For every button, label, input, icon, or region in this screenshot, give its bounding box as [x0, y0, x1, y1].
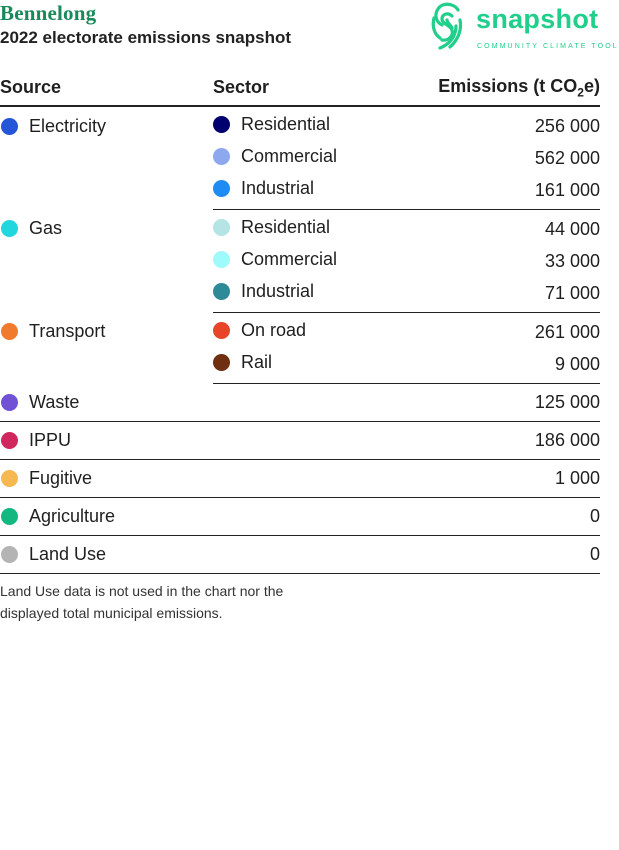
sector-cell [213, 174, 433, 210]
snapshot-logo [430, 0, 619, 54]
sector-electricity-residential-color-dot [213, 116, 230, 133]
sector-transport-rail-label: Rail [241, 352, 273, 372]
column-header-sector: Sector [213, 70, 433, 106]
source-fugitive-color-dot [1, 470, 18, 487]
emissions-value: 33 000 [544, 250, 600, 271]
sector-electricity-commercial-color-dot [213, 148, 230, 165]
table-header-row [0, 70, 600, 106]
emissions-value: 44 000 [544, 218, 600, 239]
sector-electricity-residential-label: Residential [241, 114, 331, 134]
emissions-value: 562 000 [534, 147, 600, 168]
sector-cell-empty [213, 460, 433, 498]
footnote: Land Use data is not used in the chart nor the displayed total municipal emissions. [0, 583, 284, 621]
emissions-value: 186 000 [433, 422, 600, 460]
sector-electricity-commercial-label: Commercial [241, 146, 338, 166]
emissions-value: 125 000 [433, 384, 600, 422]
table-body [0, 106, 600, 574]
source-fugitive-label: Fugitive [29, 468, 93, 488]
sector-cell [213, 106, 433, 142]
source-agriculture-label: Agriculture [29, 506, 116, 526]
sector-gas-commercial-label: Commercial [241, 249, 338, 269]
page-title: Bennelong [0, 1, 97, 25]
source-gas-color-dot [1, 220, 18, 237]
table-row [0, 536, 600, 574]
logo-tagline: COMMUNITY CLIMATE TOOL [477, 43, 619, 50]
sector-cell [213, 210, 433, 246]
source-agriculture-color-dot [1, 508, 18, 525]
source-cell [0, 106, 213, 210]
sector-cell [213, 277, 433, 313]
source-cell [0, 536, 213, 574]
emissions-table [0, 70, 600, 574]
source-land-use-label: Land Use [29, 544, 107, 564]
emissions-value: 0 [433, 536, 600, 574]
sector-cell-empty [213, 384, 433, 422]
sector-transport-on-road-label: On road [241, 320, 307, 340]
source-land-use-color-dot [1, 546, 18, 563]
sector-electricity-industrial-label: Industrial [241, 178, 315, 198]
sector-gas-industrial-color-dot [213, 283, 230, 300]
sector-transport-rail-color-dot [213, 354, 230, 371]
source-ippu-label: IPPU [29, 430, 72, 450]
emissions-value: 1 000 [433, 460, 600, 498]
sector-cell-empty [213, 498, 433, 536]
sector-cell [213, 142, 433, 174]
table-row [0, 210, 600, 246]
logo-wordmark: snapshot [476, 4, 599, 34]
sector-electricity-industrial-color-dot [213, 180, 230, 197]
source-cell [0, 210, 213, 313]
source-cell [0, 498, 213, 536]
sector-cell [213, 313, 433, 349]
source-ippu-color-dot [1, 432, 18, 449]
source-waste-label: Waste [29, 391, 80, 412]
sector-cell [213, 245, 433, 277]
sector-gas-residential-color-dot [213, 219, 230, 236]
table-row [0, 313, 600, 349]
source-cell [0, 313, 213, 384]
emissions-value: 9 000 [433, 348, 600, 384]
sector-cell-empty [213, 536, 433, 574]
source-electricity-color-dot [1, 118, 18, 135]
emissions-value: 0 [433, 498, 600, 536]
table-row [0, 498, 600, 536]
sector-cell [213, 348, 433, 384]
source-electricity-label: Electricity [29, 115, 107, 136]
table-row [0, 460, 600, 498]
table-row [0, 422, 600, 460]
source-transport-color-dot [1, 323, 18, 340]
sector-gas-industrial-label: Industrial [241, 281, 315, 301]
page-subtitle: 2022 electorate emissions snapshot [0, 28, 292, 47]
source-cell [0, 384, 213, 422]
emissions-value: 261 000 [534, 321, 600, 342]
sector-gas-residential-label: Residential [241, 217, 331, 237]
column-header-source: Source [0, 70, 213, 106]
emissions-value: 256 000 [534, 115, 600, 136]
source-gas-label: Gas [29, 218, 63, 238]
column-header-emissions: Emissions (t $CO_2e$) [433, 70, 600, 106]
emissions-value: 161 000 [433, 174, 600, 210]
sector-gas-commercial-color-dot [213, 251, 230, 268]
sector-cell-empty [213, 422, 433, 460]
fingerprint-icon [430, 0, 466, 52]
sector-transport-on-road-color-dot [213, 322, 230, 339]
source-waste-color-dot [1, 394, 18, 411]
table-row [0, 384, 600, 422]
source-cell [0, 422, 213, 460]
source-transport-label: Transport [29, 321, 106, 341]
table-row [0, 106, 600, 142]
source-cell [0, 460, 213, 498]
emissions-value: 71 000 [433, 277, 600, 313]
